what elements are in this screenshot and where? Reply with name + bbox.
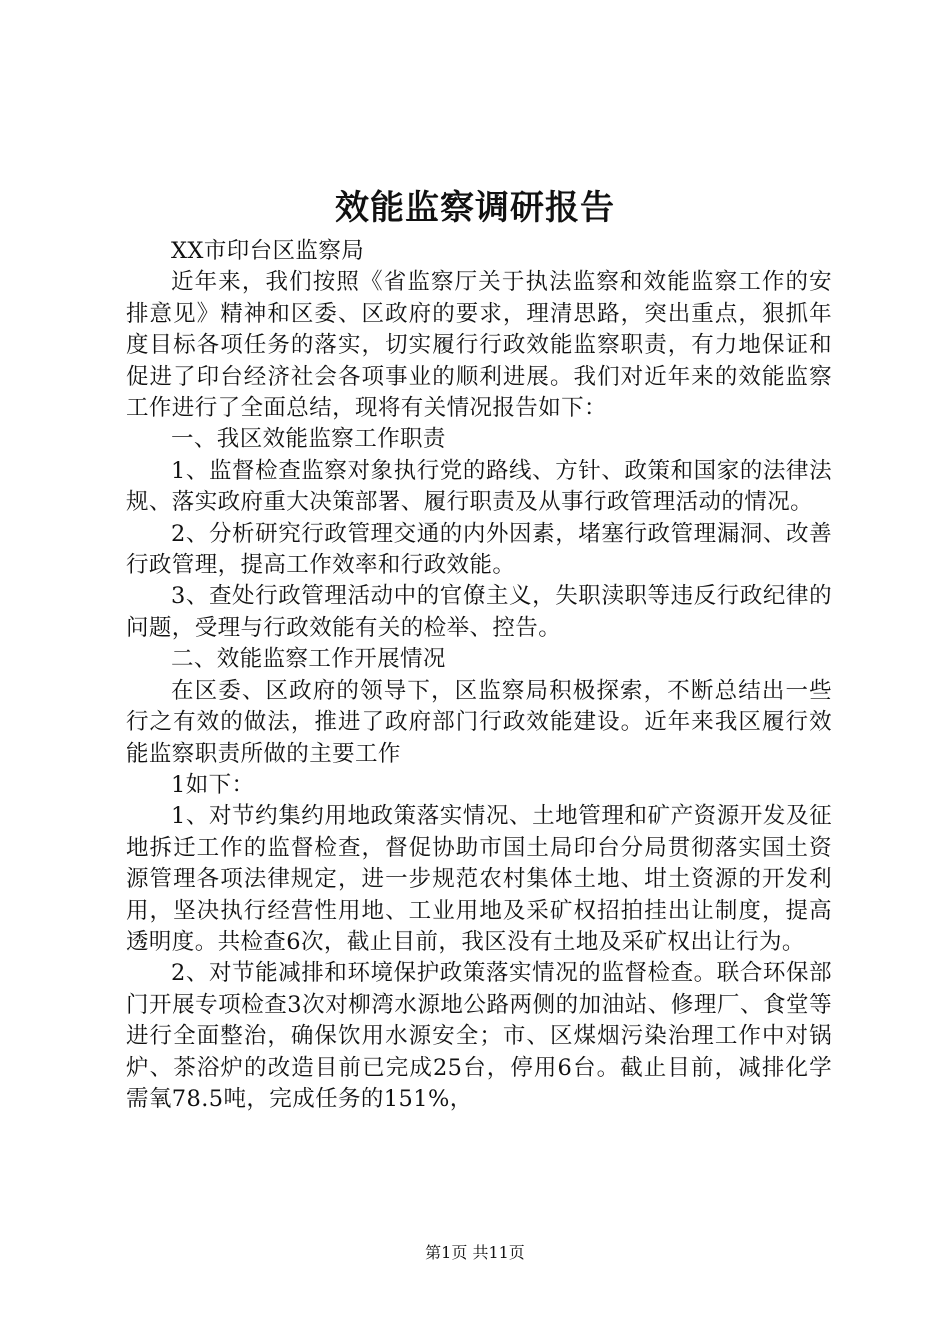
paragraph: 2、对节能减排和环境保护政策落实情况的监督检查。联合环保部门开展专项检查3次对柳湾水源地公路两侧的加油站、修理厂、食堂等进行全面整治，确保饮用水源安全；市、区煤烟污染治理工作中对锅炉、茶浴炉的改造目前已完成25台，停用6台。截止目前，减排化学需氧78.5吨，完成任务的151%，	[126, 960, 832, 1112]
author-line: XX市印台区监察局	[171, 238, 365, 264]
section-heading: 一、我区效能监察工作职责	[171, 426, 446, 453]
page-title: 效能监察调研报告	[335, 188, 615, 228]
paragraph: 2、分析研究行政管理交通的内外因素，堵塞行政管理漏洞、改善行政管理，提高工作效率和行政效能。	[126, 520, 832, 579]
paragraph: 在区委、区政府的领导下，区监察局积极探索，不断总结出一些行之有效的做法，推进了政府部门行政效能建设。近年来我区履行效能监察职责所做的主要工作	[126, 677, 832, 767]
page-number: 第1页 共11页	[425, 1243, 525, 1262]
paragraph: 3、查处行政管理活动中的官僚主义，失职渎职等违反行政纪律的问题，受理与行政效能有关的检举、控告。	[126, 583, 832, 641]
paragraph: 1、监督检查监察对象执行党的路线、方针、政策和国家的法律法规、落实政府重大决策部署、履行职责及从事行政管理活动的情况。	[126, 457, 832, 516]
paragraph: 近年来，我们按照《省监察厅关于执法监察和效能监察工作的安排意见》精神和区委、区政府的要求，理清思路，突出重点，狠抓年度目标各项任务的落实，切实履行行政效能监察职责，有力地保证和促进了印台经济社会各项事业的顺利进展。我们对近年来的效能监察工作进行了全面总结，现将有关情况报告如下：	[126, 269, 832, 422]
document-body	[126, 236, 832, 1115]
section-heading: 二、效能监察工作开展情况	[171, 646, 446, 673]
paragraph: 1、对节约集约用地政策落实情况、土地管理和矿产资源开发及征地拆迁工作的监督检查，督促协助市国土局印台分局贯彻落实国土资源管理各项法律规定，进一步规范农村集体土地、坩土资源的开发利用，坚决执行经营性用地、工业用地及采矿权招拍挂出让制度，提高透明度。共检查6次，截止目前，我区没有土地及采矿权出让行为。	[126, 803, 832, 955]
paragraph: 1如下：	[171, 771, 255, 798]
